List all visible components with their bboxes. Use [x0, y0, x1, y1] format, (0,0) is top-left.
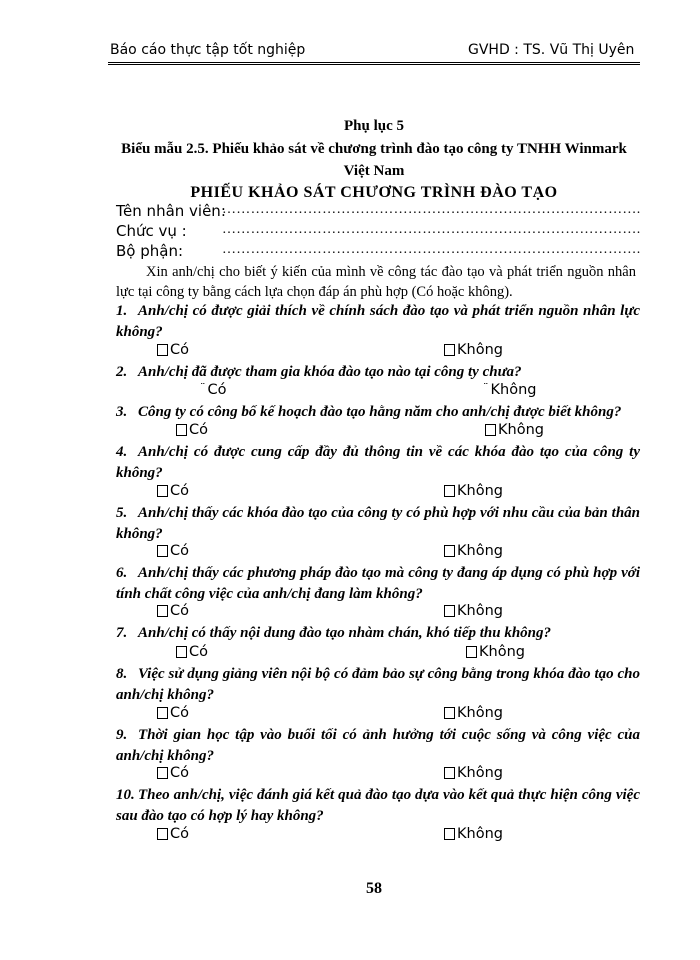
- question-number: 7.: [116, 625, 128, 641]
- question-5: [116, 503, 640, 545]
- checkbox-icon[interactable]: [444, 344, 455, 356]
- question-number: 4.: [116, 444, 128, 460]
- question-text: Việc sử dụng giảng viên nội bộ có đảm bảo sự công bằng trong khóa đào tạo cho anh/chị không?: [116, 666, 640, 703]
- question-text: Theo anh/chị, việc đánh giá kết quả đào tạo dựa vào kết quả thực hiện công việc sau đào tạo có hợp lý hay không?: [116, 787, 640, 824]
- option-label: Có: [207, 382, 227, 398]
- question-2: [116, 362, 640, 383]
- form-title-line2: Việt Nam: [343, 163, 405, 179]
- field-dots-department[interactable]: …………………………………………………………………………….: [222, 242, 641, 257]
- question-text: Anh/chị thấy các khóa đào tạo của công ty có phù hợp với nhu cầu của bản thân không?: [116, 505, 640, 542]
- q4-option-no[interactable]: [444, 483, 503, 499]
- question-text: Anh/chị thấy các phương pháp đào tạo mà công ty đang áp dụng có phù hợp với tính chất công việc của anh/chị đang làm không?: [116, 565, 640, 602]
- q1-option-yes[interactable]: [157, 342, 189, 358]
- checkbox-icon[interactable]: [444, 767, 455, 779]
- q6-option-no[interactable]: [444, 603, 503, 619]
- q5-option-yes[interactable]: [157, 543, 189, 559]
- option-label: Không: [479, 644, 525, 660]
- question-4: [116, 442, 640, 484]
- survey-title: PHIẾU KHẢO SÁT CHƯƠNG TRÌNH ĐÀO TẠO: [190, 184, 558, 201]
- checkbox-glyph-icon[interactable]: ¨: [200, 380, 206, 394]
- checkbox-icon[interactable]: [466, 646, 477, 658]
- question-text: Anh/chị đã được tham gia khóa đào tạo nào tại công ty chưa?: [138, 364, 522, 380]
- question-number: 9.: [116, 727, 128, 743]
- option-label: Có: [170, 765, 189, 781]
- q3-option-no[interactable]: [485, 422, 544, 438]
- option-label: Có: [170, 603, 189, 619]
- option-label: Không: [457, 826, 503, 842]
- question-7: [116, 623, 640, 644]
- question-6: [116, 563, 640, 605]
- option-label: Không: [457, 543, 503, 559]
- q8-option-no[interactable]: [444, 705, 503, 721]
- question-number: 8.: [116, 666, 128, 682]
- option-label: Không: [457, 765, 503, 781]
- option-label: Không: [490, 382, 537, 398]
- option-label: Không: [457, 483, 503, 499]
- checkbox-icon[interactable]: [444, 545, 455, 557]
- question-number: 6.: [116, 565, 128, 581]
- intro-paragraph: Xin anh/chị cho biết ý kiến của mình về công tác đào tạo và phát triển nguồn nhân lực tại công ty bằng cách lựa chọn đáp án phù hợp (Có hoặc không).: [116, 264, 636, 300]
- checkbox-icon[interactable]: [444, 707, 455, 719]
- question-number: 2.: [116, 364, 128, 380]
- option-label: Có: [189, 644, 208, 660]
- option-label: Không: [457, 603, 503, 619]
- field-dots-position[interactable]: …………………………………………………………………………….: [222, 222, 641, 237]
- q7-option-no[interactable]: [466, 644, 525, 660]
- question-text: Anh/chị có thấy nội dung đào tạo nhàm chán, khó tiếp thu không?: [138, 625, 552, 641]
- q8-option-yes[interactable]: [157, 705, 189, 721]
- question-text: Anh/chị có được giải thích về chính sách đào tạo và phát triển nguồn nhân lực không?: [116, 303, 640, 340]
- q1-option-no[interactable]: [444, 342, 503, 358]
- option-label: Có: [170, 483, 189, 499]
- question-9: [116, 725, 640, 767]
- option-label: Có: [189, 422, 208, 438]
- q9-option-yes[interactable]: [157, 765, 189, 781]
- checkbox-icon[interactable]: [176, 646, 187, 658]
- field-label-name: Tên nhân viên:: [116, 202, 226, 220]
- option-label: Có: [170, 705, 189, 721]
- question-number: 3.: [116, 404, 128, 420]
- question-3: [116, 402, 640, 423]
- field-dots-name[interactable]: …………………………………………………………………………….: [222, 202, 641, 217]
- checkbox-icon[interactable]: [157, 545, 168, 557]
- q2-option-no[interactable]: [483, 382, 536, 398]
- q2-option-yes[interactable]: [200, 382, 227, 398]
- question-number: 1.: [116, 303, 128, 319]
- q10-option-yes[interactable]: [157, 826, 189, 842]
- header-left: Báo cáo thực tập tốt nghiệp: [110, 42, 306, 58]
- checkbox-icon[interactable]: [485, 424, 496, 436]
- q9-option-no[interactable]: [444, 765, 503, 781]
- question-text: Thời gian học tập vào buổi tối có ảnh hưởng tới cuộc sống và công việc của anh/chị không?: [116, 727, 640, 764]
- checkbox-glyph-icon[interactable]: ¨: [483, 380, 489, 394]
- q3-option-yes[interactable]: [176, 422, 208, 438]
- option-label: Có: [170, 543, 189, 559]
- checkbox-icon[interactable]: [444, 828, 455, 840]
- question-10: [116, 785, 640, 827]
- question-number: 10.: [116, 787, 135, 803]
- header-rule: [108, 62, 640, 65]
- question-1: [116, 301, 640, 343]
- appendix-title: Phụ lục 5: [343, 118, 404, 134]
- checkbox-icon[interactable]: [157, 485, 168, 497]
- option-label: Có: [170, 342, 189, 358]
- header-right: GVHD : TS. Vũ Thị Uyên: [468, 42, 635, 58]
- q4-option-yes[interactable]: [157, 483, 189, 499]
- question-8: [116, 664, 640, 706]
- q6-option-yes[interactable]: [157, 603, 189, 619]
- q5-option-no[interactable]: [444, 543, 503, 559]
- checkbox-icon[interactable]: [157, 605, 168, 617]
- option-label: Không: [457, 705, 503, 721]
- checkbox-icon[interactable]: [157, 707, 168, 719]
- checkbox-icon[interactable]: [157, 344, 168, 356]
- checkbox-icon[interactable]: [444, 605, 455, 617]
- checkbox-icon[interactable]: [157, 828, 168, 840]
- form-title-line1: Biểu mẫu 2.5. Phiếu khảo sát về chương trình đào tạo công ty TNHH Winmark: [121, 141, 627, 157]
- q7-option-yes[interactable]: [176, 644, 208, 660]
- question-text: Công ty có công bố kế hoạch đào tạo hằng năm cho anh/chị được biết không?: [138, 404, 622, 420]
- option-label: Có: [170, 826, 189, 842]
- question-text: Anh/chị có được cung cấp đầy đủ thông tin về các khóa đào tạo của công ty không?: [116, 444, 640, 481]
- checkbox-icon[interactable]: [444, 485, 455, 497]
- page-number: 58: [366, 880, 382, 897]
- field-label-position: Chức vụ :: [116, 222, 187, 240]
- checkbox-icon[interactable]: [157, 767, 168, 779]
- option-label: Không: [498, 422, 544, 438]
- option-label: Không: [457, 342, 503, 358]
- checkbox-icon[interactable]: [176, 424, 187, 436]
- q10-option-no[interactable]: [444, 826, 503, 842]
- field-label-department: Bộ phận:: [116, 242, 184, 260]
- question-number: 5.: [116, 505, 128, 521]
